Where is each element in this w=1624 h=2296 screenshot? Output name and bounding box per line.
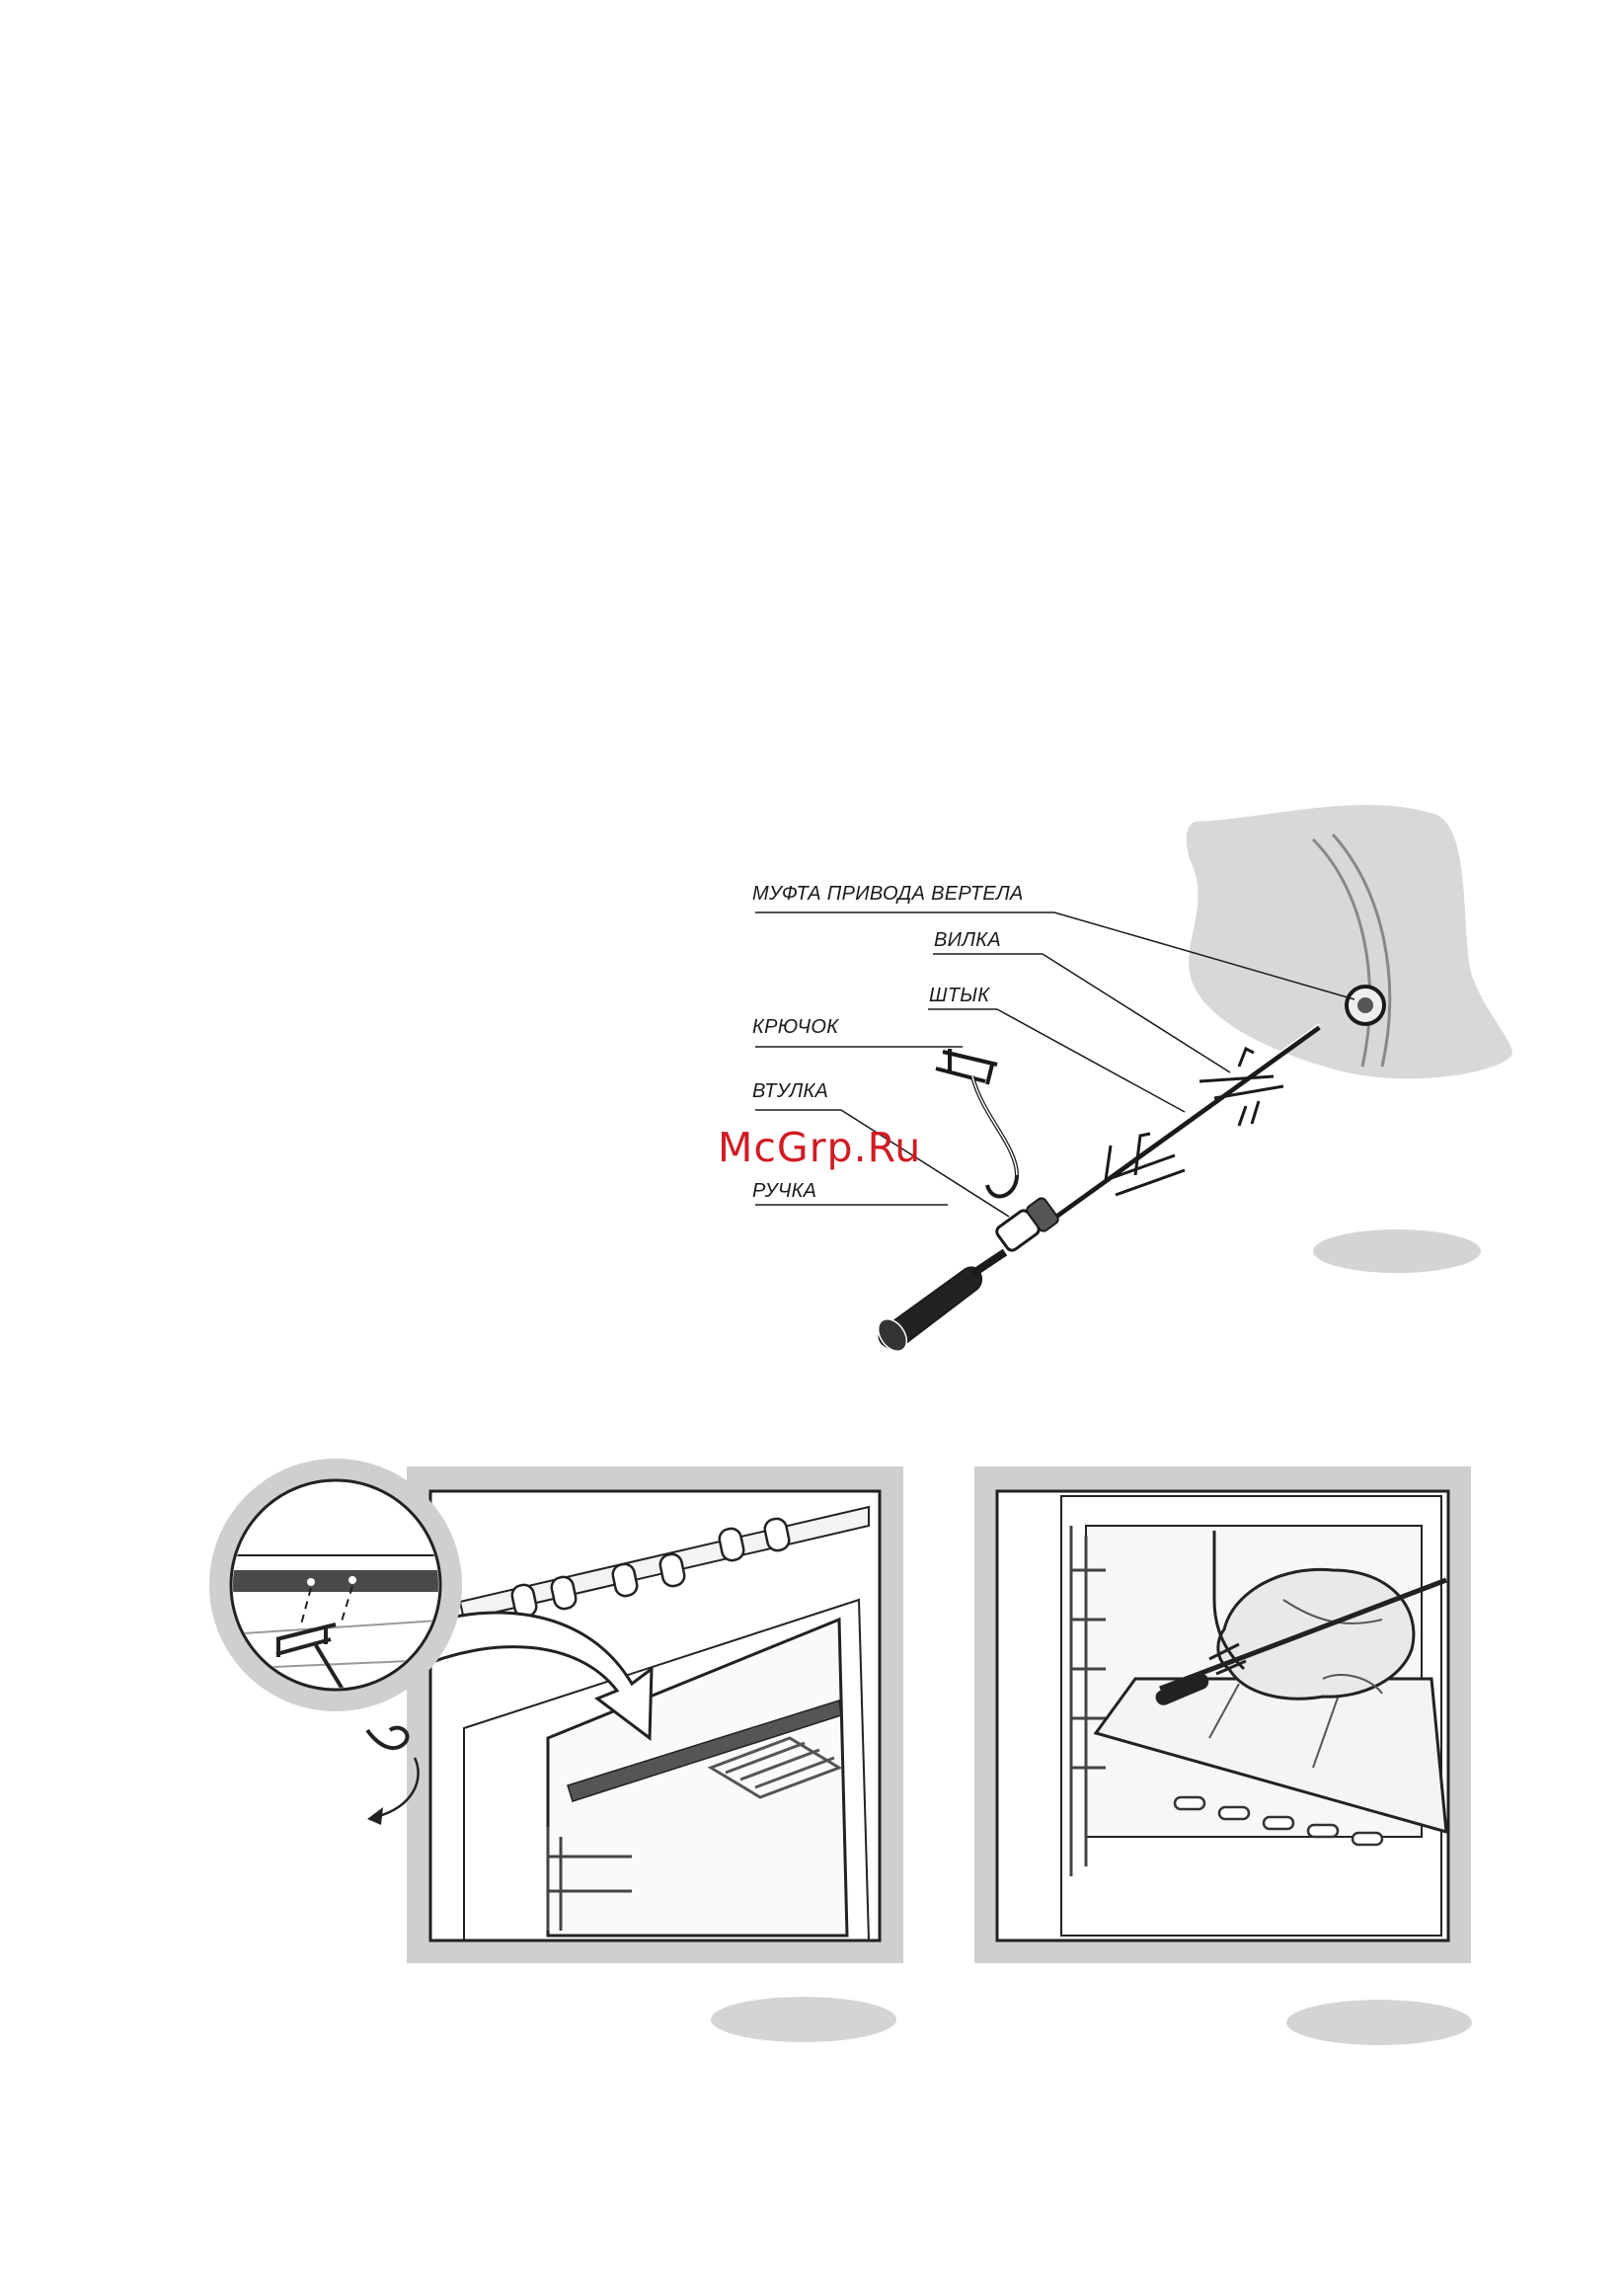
label-bushing: ВТУЛКА — [752, 1080, 829, 1102]
label-hook: КРЮЧОК — [752, 1016, 839, 1038]
label-coupling: МУФТА ПРИВОДА ВЕРТЕЛА — [752, 883, 1024, 905]
figure-number-badge — [1286, 2000, 1472, 2045]
label-fork: ВИЛКА — [934, 929, 1001, 951]
label-handle: РУЧКА — [752, 1180, 817, 1202]
watermark-text: McGrp.Ru — [718, 1124, 922, 1171]
label-spit: ШТЫК — [929, 985, 990, 1006]
